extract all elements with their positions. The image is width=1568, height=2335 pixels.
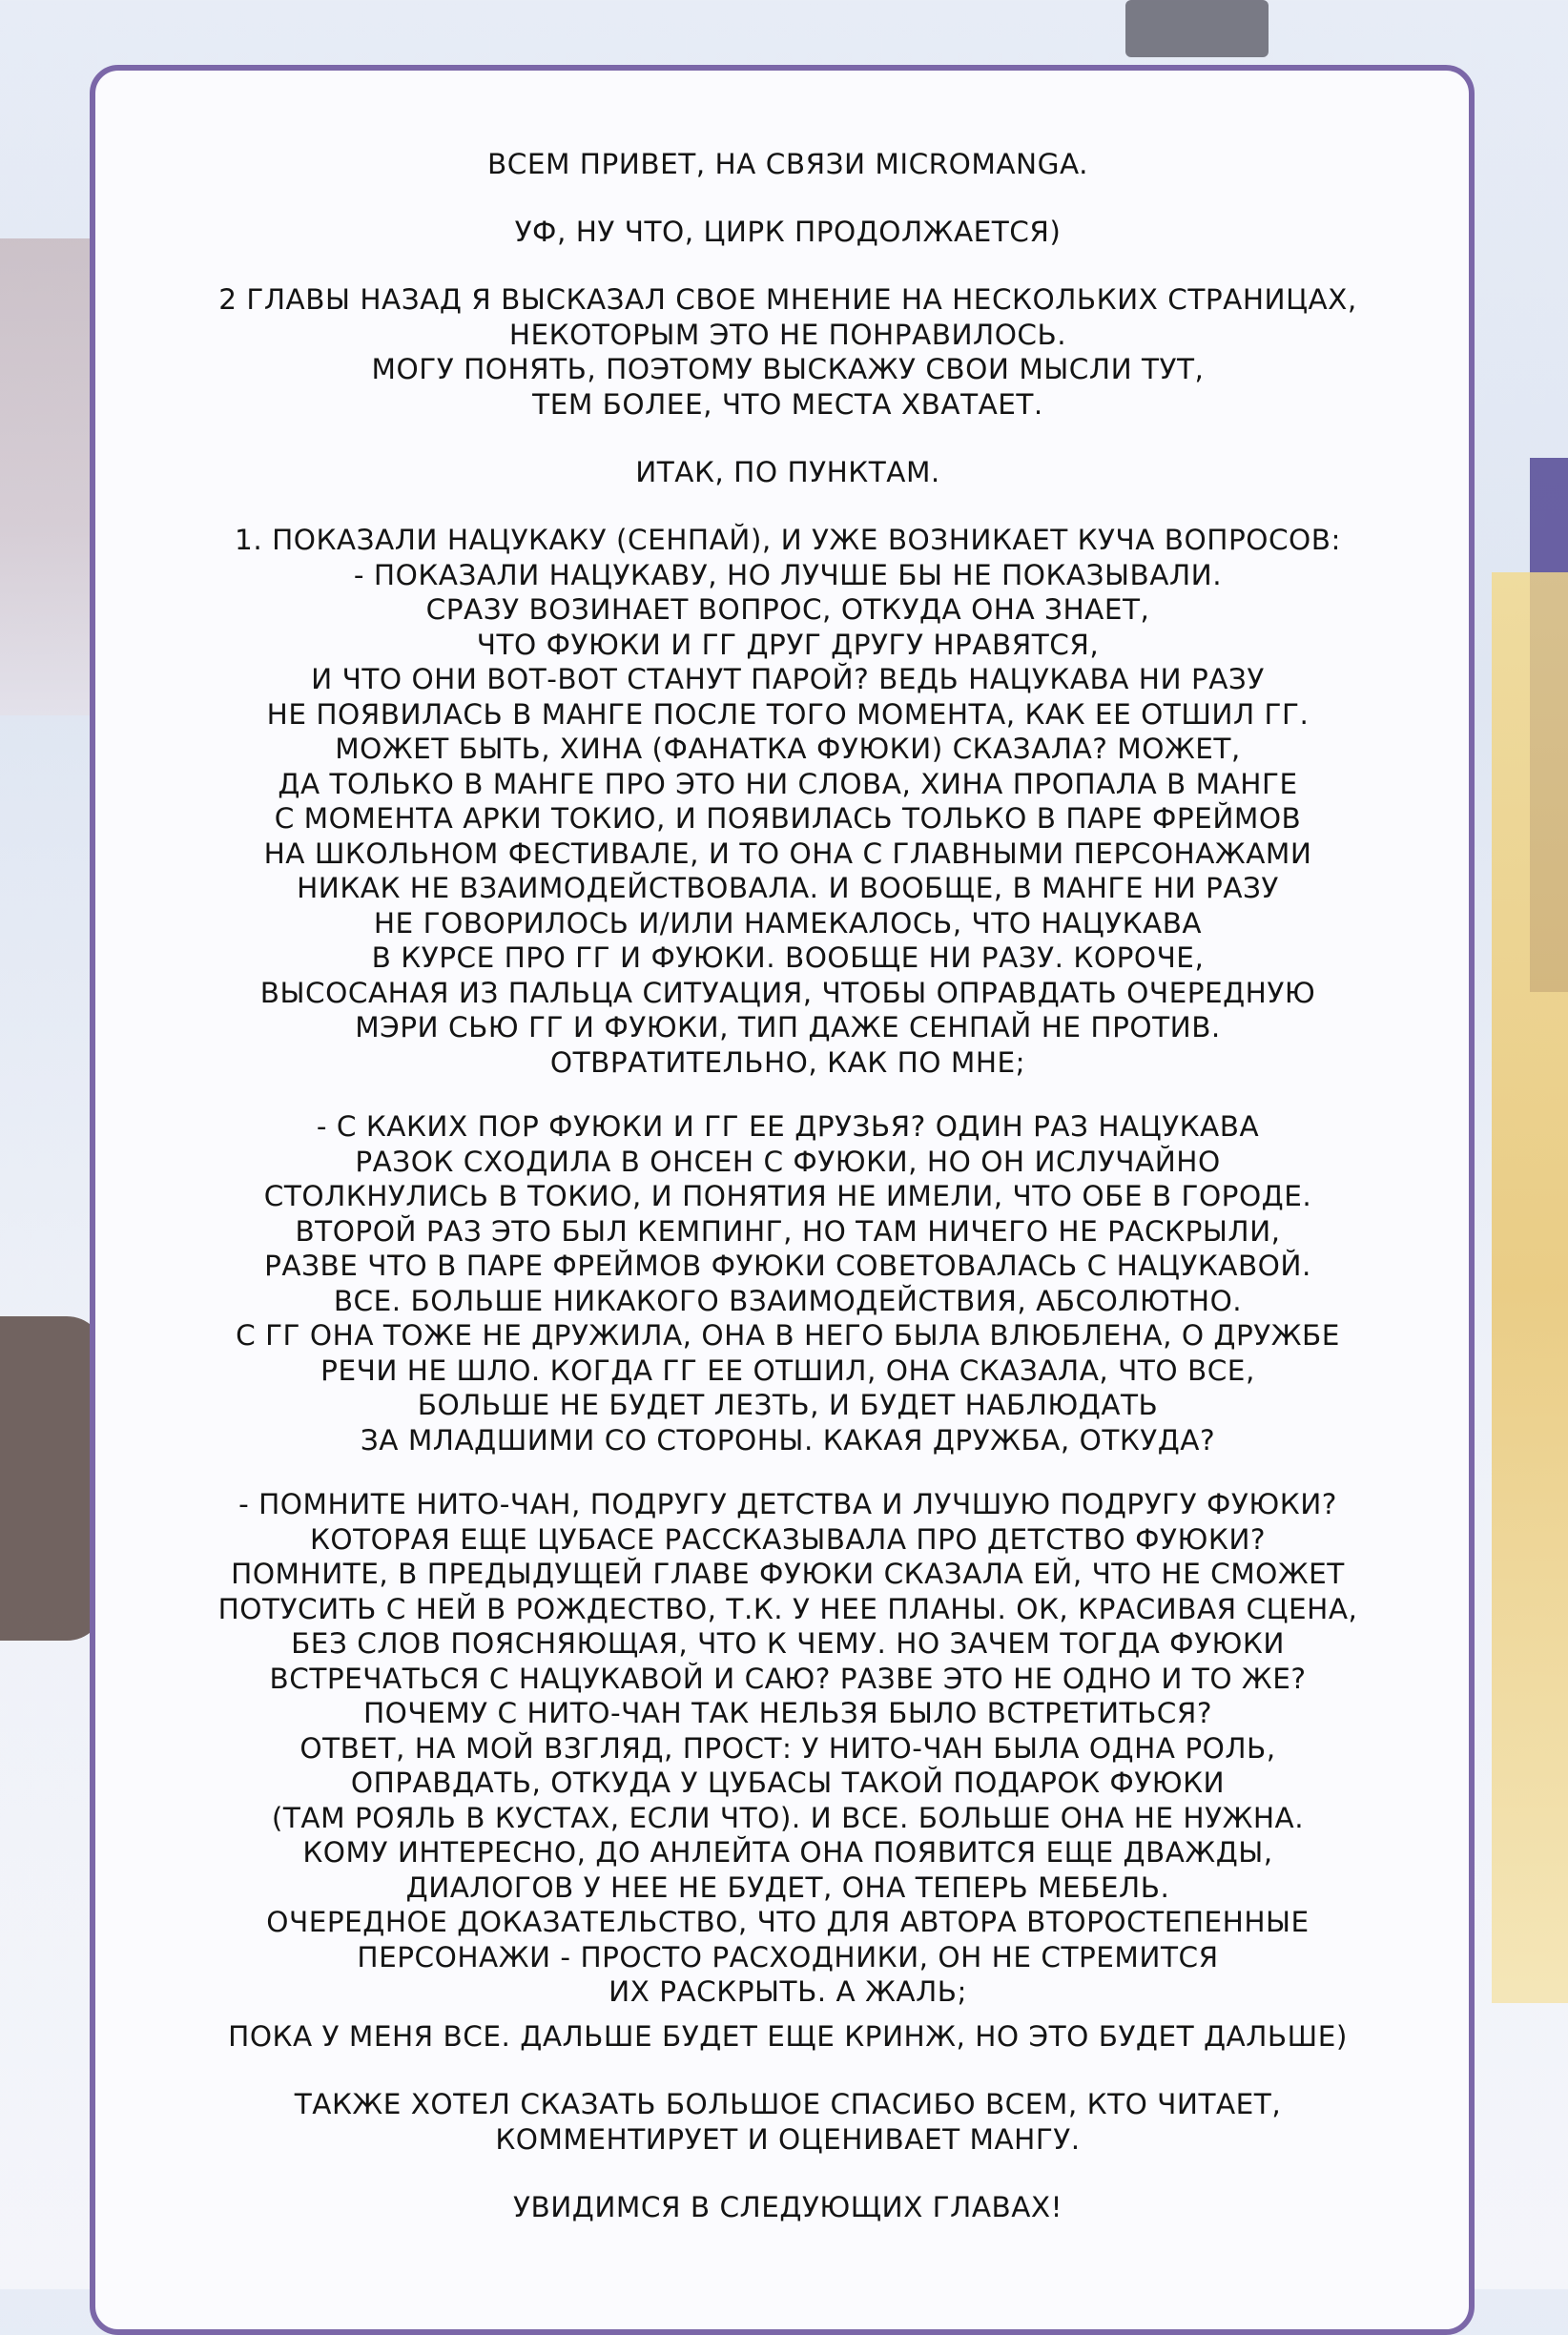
text-line: ТАКЖЕ ХОТЕЛ СКАЗАТЬ БОЛЬШОЕ СПАСИБО ВСЕМ, КТО ЧИТАЕТ, (294, 2088, 1282, 2120)
paragraph (95, 215, 1480, 250)
text-line: МОЖЕТ БЫТЬ, ХИНА (ФАНАТКА ФУЮКИ) СКАЗАЛА? МОЖЕТ, (335, 733, 1241, 765)
text-line: УВИДИМСЯ В СЛЕДУЮЩИХ ГЛАВАХ! (513, 2191, 1063, 2223)
text-panel (90, 65, 1475, 2335)
paragraph (95, 523, 1480, 1080)
text-line: РАЗВЕ ЧТО В ПАРЕ ФРЕЙМОВ ФУЮКИ СОВЕТОВАЛАСЬ С НАЦУКАВОЙ. (264, 1250, 1311, 1282)
text-line: ПОЧЕМУ С НИТО-ЧАН ТАК НЕЛЬЗЯ БЫЛО ВСТРЕТИТЬСЯ? (362, 1697, 1213, 1729)
paragraph (95, 2087, 1480, 2157)
text-line: МОГУ ПОНЯТЬ, ПОЭТОМУ ВЫСКАЖУ СВОИ МЫСЛИ ТУТ, (371, 353, 1205, 385)
text-line: (ТАМ РОЯЛЬ В КУСТАХ, ЕСЛИ ЧТО). И ВСЕ. БОЛЬШЕ ОНА НЕ НУЖНА. (271, 1801, 1305, 1834)
text-line: ИХ РАСКРЫТЬ. А ЖАЛЬ; (609, 1975, 967, 2008)
text-line: НА ШКОЛЬНОМ ФЕСТИВАЛЕ, И ТО ОНА С ГЛАВНЫМИ ПЕРСОНАЖАМИ (263, 837, 1312, 870)
paragraph (95, 2019, 1480, 2055)
text-line: БОЛЬШЕ НЕ БУДЕТ ЛЕЗТЬ, И БУДЕТ НАБЛЮДАТЬ (417, 1389, 1159, 1421)
text-line: 2 ГЛАВЫ НАЗАД Я ВЫСКАЗАЛ СВОЕ МНЕНИЕ НА НЕСКОЛЬКИХ СТРАНИЦАХ, (218, 283, 1357, 316)
paragraph (95, 455, 1480, 490)
text-line: КОТОРАЯ ЕЩЕ ЦУБАСЕ РАССКАЗЫВАЛА ПРО ДЕТСТВО ФУЮКИ? (309, 1522, 1267, 1556)
text-line: РЕЧИ НЕ ШЛО. КОГДА ГГ ЕЕ ОТШИЛ, ОНА СКАЗАЛА, ЧТО ВСЕ, (320, 1353, 1255, 1387)
text-line: - С КАКИХ ПОР ФУЮКИ И ГГ ЕЕ ДРУЗЬЯ? ОДИН РАЗ НАЦУКАВА (316, 1110, 1260, 1143)
text-line: ПОМНИТЕ, В ПРЕДЫДУЩЕЙ ГЛАВЕ ФУЮКИ СКАЗАЛА ЕЙ, ЧТО НЕ СМОЖЕТ (231, 1558, 1345, 1590)
text-line: НЕ ГОВОРИЛОСЬ И/ИЛИ НАМЕКАЛОСЬ, ЧТО НАЦУКАВА (373, 906, 1203, 940)
text-line: ВЫСОСАНАЯ ИЗ ПАЛЬЦА СИТУАЦИЯ, ЧТОБЫ ОПРАВДАТЬ ОЧЕРЕДНУЮ (259, 976, 1316, 1009)
text-line: ОПРАВДАТЬ, ОТКУДА У ЦУБАСЫ ТАКОЙ ПОДАРОК ФУЮКИ (350, 1767, 1226, 1799)
text-line: СТОЛКНУЛИСЬ В ТОКИО, И ПОНЯТИЯ НЕ ИМЕЛИ, ЧТО ОБЕ В ГОРОДЕ. (263, 1180, 1312, 1212)
text-line: ОТВЕТ, НА МОЙ ВЗГЛЯД, ПРОСТ: У НИТО-ЧАН БЫЛА ОДНА РОЛЬ, (299, 1731, 1276, 1765)
text-line: ДА ТОЛЬКО В МАНГЕ ПРО ЭТО НИ СЛОВА, ХИНА ПРОПАЛА В МАНГЕ (278, 767, 1298, 800)
text-line: ДИАЛОГОВ У НЕЕ НЕ БУДЕТ, ОНА ТЕПЕРЬ МЕБЕЛЬ. (405, 1870, 1170, 1904)
paragraph (95, 147, 1480, 182)
text-line: УФ, НУ ЧТО, ЦИРК ПРОДОЛЖАЕТСЯ) (514, 216, 1062, 248)
paragraph (95, 2190, 1480, 2225)
text-line: ПОТУСИТЬ С НЕЙ В РОЖДЕСТВО, Т.К. У НЕЕ ПЛАНЫ. ОК, КРАСИВАЯ СЦЕНА, (217, 1592, 1358, 1625)
text-line: С ГГ ОНА ТОЖЕ НЕ ДРУЖИЛА, ОНА В НЕГО БЫЛА ВЛЮБЛЕНА, О ДРУЖБЕ (236, 1319, 1340, 1352)
background-lamp (1125, 0, 1269, 57)
text-line: КОМУ ИНТЕРЕСНО, ДО АНЛЕЙТА ОНА ПОЯВИТСЯ ЕЩЕ ДВАЖДЫ, (302, 1836, 1273, 1869)
text-line: ЗА МЛАДШИМИ СО СТОРОНЫ. КАКАЯ ДРУЖБА, ОТКУДА? (360, 1423, 1216, 1457)
paragraph (95, 1109, 1480, 1457)
text-line: НЕКОТОРЫМ ЭТО НЕ ПОНРАВИЛОСЬ. (508, 318, 1067, 351)
text-line: ВСТРЕЧАТЬСЯ С НАЦУКАВОЙ И САЮ? РАЗВЕ ЭТО НЕ ОДНО И ТО ЖЕ? (269, 1662, 1307, 1695)
text-line: ВСЕМ ПРИВЕТ, НА СВЯЗИ MICROMANGA. (487, 148, 1088, 180)
text-line: - ПОКАЗАЛИ НАЦУКАВУ, НО ЛУЧШЕ БЫ НЕ ПОКАЗЫВАЛИ. (353, 558, 1223, 591)
text-line: В КУРСЕ ПРО ГГ И ФУЮКИ. ВООБЩЕ НИ РАЗУ. КОРОЧЕ, (371, 941, 1205, 974)
text-line: НИКАК НЕ ВЗАИМОДЕЙСТВОВАЛА. И ВООБЩЕ, В МАНГЕ НИ РАЗУ (297, 872, 1279, 904)
text-line: И ЧТО ОНИ ВОТ-ВОТ СТАНУТ ПАРОЙ? ВЕДЬ НАЦУКАВА НИ РАЗУ (311, 663, 1265, 695)
text-line: ЧТО ФУЮКИ И ГГ ДРУГ ДРУГУ НРАВЯТСЯ, (476, 628, 1100, 661)
text-line: ТЕМ БОЛЕЕ, ЧТО МЕСТА ХВАТАЕТ. (532, 387, 1043, 421)
text-line: 1. ПОКАЗАЛИ НАЦУКАКУ (СЕНПАЙ), И УЖЕ ВОЗНИКАЕТ КУЧА ВОПРОСОВ: (235, 524, 1341, 556)
text-line: ПЕРСОНАЖИ - ПРОСТО РАСХОДНИКИ, ОН НЕ СТРЕМИТСЯ (357, 1940, 1219, 1973)
text-line: ОЧЕРЕДНОЕ ДОКАЗАТЕЛЬСТВО, ЧТО ДЛЯ АВТОРА ВТОРОСТЕПЕННЫЕ (266, 1906, 1310, 1938)
text-line: С МОМЕНТА АРКИ ТОКИО, И ПОЯВИЛАСЬ ТОЛЬКО В ПАРЕ ФРЕЙМОВ (274, 802, 1302, 835)
text-line: БЕЗ СЛОВ ПОЯСНЯЮЩАЯ, ЧТО К ЧЕМУ. НО ЗАЧЕМ ТОГДА ФУЮКИ (291, 1627, 1285, 1660)
text-line: ОТВРАТИТЕЛЬНО, КАК ПО МНЕ; (549, 1045, 1026, 1079)
paragraph (95, 282, 1480, 422)
text-line: ИТАК, ПО ПУНКТАМ. (635, 456, 940, 488)
text-line: КОММЕНТИРУЕТ И ОЦЕНИВАЕТ МАНГУ. (495, 2122, 1081, 2156)
text-line: - ПОМНИТЕ НИТО-ЧАН, ПОДРУГУ ДЕТСТВА И ЛУЧШУЮ ПОДРУГУ ФУЮКИ? (238, 1488, 1337, 1520)
text-line: СРАЗУ ВОЗИНАЕТ ВОПРОС, ОТКУДА ОНА ЗНАЕТ, (425, 593, 1150, 626)
text-line: ВСЕ. БОЛЬШЕ НИКАКОГО ВЗАИМОДЕЙСТВИЯ, АБСОЛЮТНО. (333, 1284, 1243, 1317)
text-line: МЭРИ СЬЮ ГГ И ФУЮКИ, ТИП ДАЖЕ СЕНПАЙ НЕ ПРОТИВ. (355, 1011, 1221, 1044)
background-character-hair (1492, 572, 1568, 2003)
text-line: НЕ ПОЯВИЛАСЬ В МАНГЕ ПОСЛЕ ТОГО МОМЕНТА, КАК ЕЕ ОТШИЛ ГГ. (266, 697, 1310, 731)
text-line: ВТОРОЙ РАЗ ЭТО БЫЛ КЕМПИНГ, НО ТАМ НИЧЕГО НЕ РАСКРЫЛИ, (295, 1214, 1281, 1248)
paragraph (95, 1487, 1480, 2010)
text-line: ПОКА У МЕНЯ ВСЕ. ДАЛЬШЕ БУДЕТ ЕЩЕ КРИНЖ, НО ЭТО БУДЕТ ДАЛЬШЕ) (228, 2020, 1348, 2053)
text-line: РАЗОК СХОДИЛА В ОНСЕН С ФУЮКИ, НО ОН ИСЛУЧАЙНО (355, 1145, 1221, 1178)
